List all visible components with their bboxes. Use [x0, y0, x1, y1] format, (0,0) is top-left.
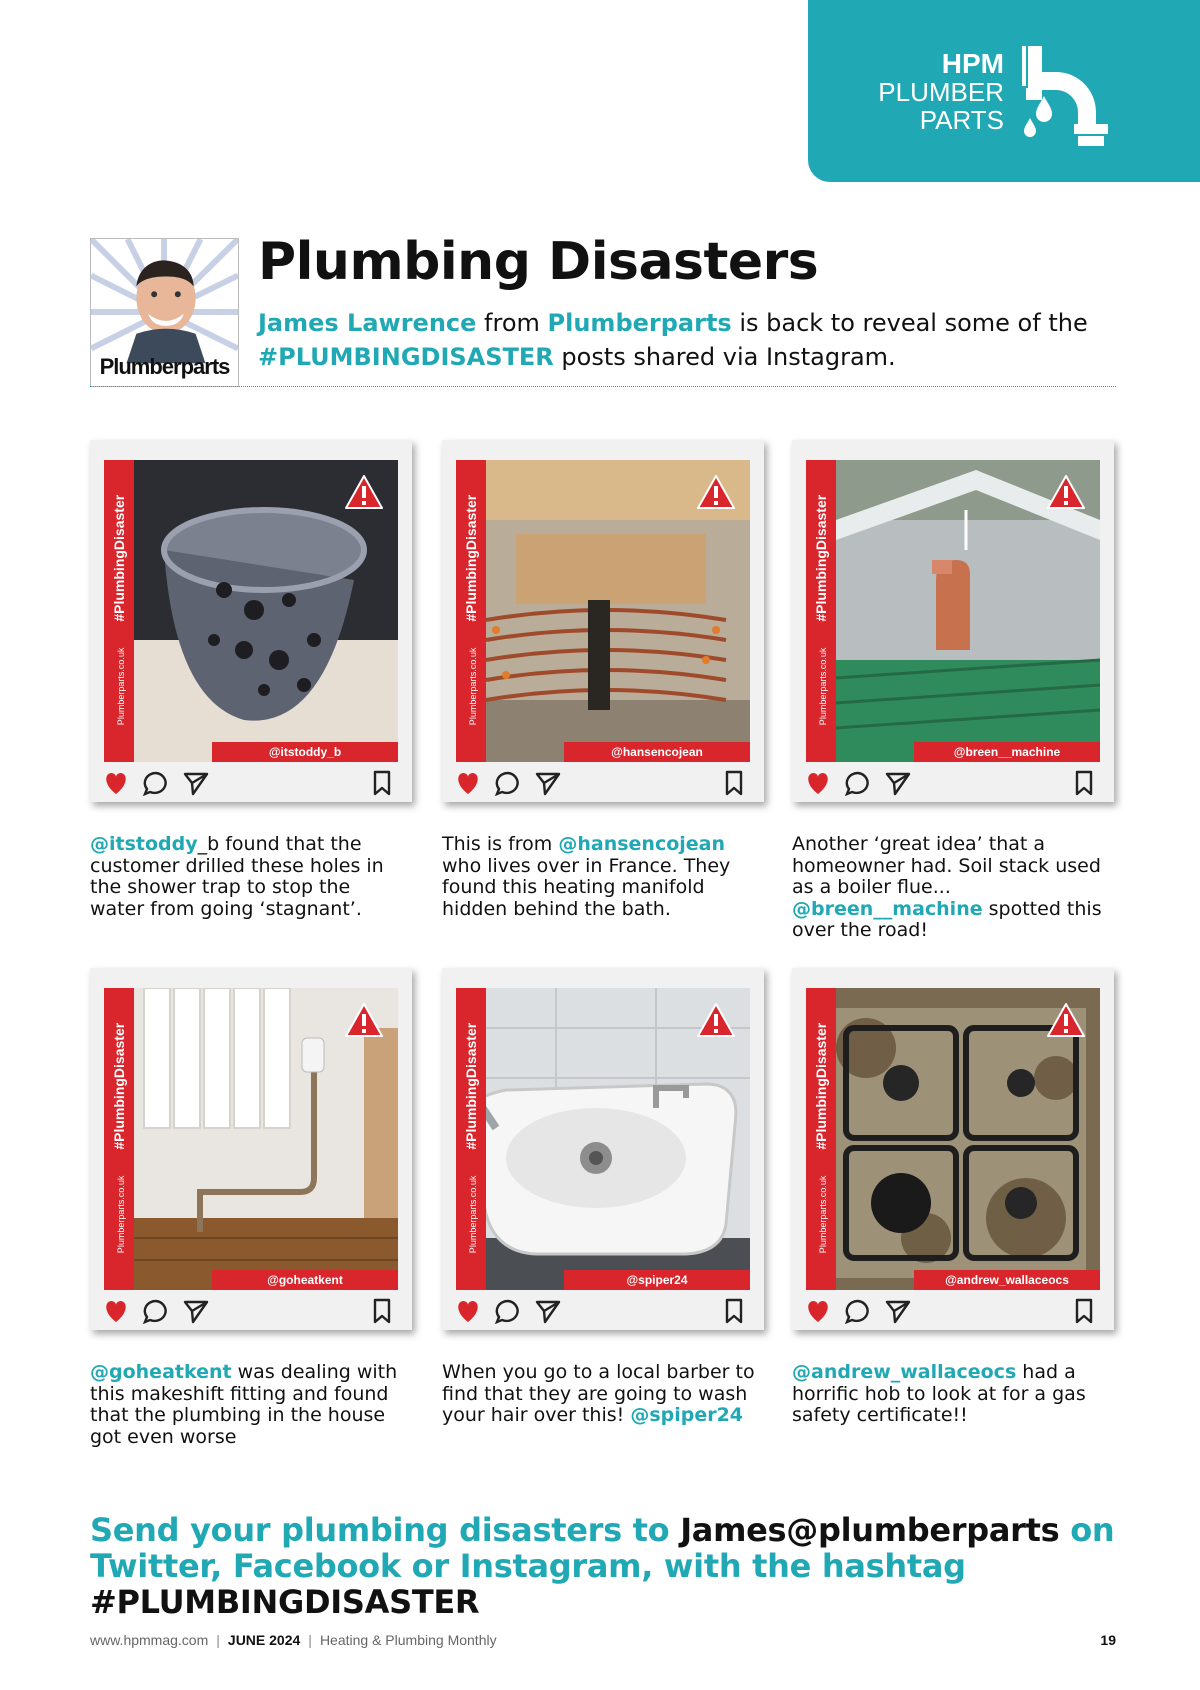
intro-hashtag: #PLUMBINGDISASTER — [258, 343, 554, 371]
comment-icon[interactable] — [844, 770, 872, 796]
caption-post: was dealing with this makeshift fitting and found that the plumbing in the house got even worse — [90, 1361, 398, 1448]
side-band — [806, 988, 836, 1290]
cta-hashtag: #PLUMBINGDISASTER — [90, 1583, 480, 1621]
post-actions — [452, 768, 754, 798]
brand-logo — [808, 0, 1200, 182]
warning-triangle-icon — [1046, 474, 1086, 510]
post-handle: @hansencojean — [564, 742, 750, 762]
bookmark-icon[interactable] — [368, 1298, 396, 1324]
caption-handle-link[interactable]: @andrew_wallaceocs — [792, 1361, 1017, 1383]
post-caption-2 — [442, 834, 760, 920]
post-caption-3 — [792, 834, 1110, 942]
instagram-post-6 — [792, 968, 1114, 1330]
comment-icon[interactable] — [142, 1298, 170, 1324]
header-divider — [90, 386, 1116, 387]
post-caption-6 — [792, 1362, 1110, 1427]
caption-post: had a horrific hob to look at for a gas safety certificate!! — [792, 1361, 1086, 1426]
caption-handle-link[interactable]: @breen__machine — [792, 897, 983, 920]
post-photo — [806, 988, 1100, 1290]
side-label — [463, 988, 479, 1288]
post-actions — [100, 1296, 402, 1326]
comment-icon[interactable] — [494, 770, 522, 796]
page-footer — [90, 1632, 497, 1648]
post-photo — [104, 460, 398, 762]
instagram-post-5 — [442, 968, 764, 1330]
call-to-action — [90, 1512, 1140, 1620]
side-label — [111, 988, 127, 1288]
instagram-post-1 — [90, 440, 412, 802]
caption-post: who lives over in France. They found this heating manifold hidden behind the bath. — [442, 854, 731, 920]
intro-from: from — [476, 309, 548, 337]
caption-pre: When you go to a local barber to find that they are going to wash your hair over this! — [442, 1361, 755, 1426]
post-actions — [802, 1296, 1104, 1326]
cta-email[interactable]: James@plumberparts — [680, 1511, 1060, 1549]
post-handle: @breen__machine — [914, 742, 1100, 762]
brand-line-1: HPM — [941, 48, 1004, 79]
page-number: 19 — [1100, 1632, 1116, 1648]
warning-triangle-icon — [696, 474, 736, 510]
send-icon[interactable] — [884, 770, 912, 796]
intro-text — [258, 306, 1118, 374]
post-photo — [806, 460, 1100, 762]
hashtag-label: #PlumbingDisaster — [463, 494, 479, 622]
company-name: Plumberparts — [547, 309, 732, 337]
hashtag-label: #PlumbingDisaster — [111, 494, 127, 622]
site-label: Plumberparts.co.uk — [116, 647, 126, 726]
side-label — [813, 460, 829, 760]
footer-separator: | — [216, 1632, 220, 1648]
send-icon[interactable] — [182, 770, 210, 796]
intro-rest-1: is back to reveal some of the — [731, 309, 1088, 337]
cta-part-1: Send your plumbing disasters to — [90, 1511, 681, 1549]
post-caption-1 — [90, 834, 408, 920]
send-icon[interactable] — [534, 770, 562, 796]
caption-post: _b found that the customer drilled these holes in the shower trap to stop the water from going ‘stagnant’. — [90, 833, 384, 920]
comment-icon[interactable] — [494, 1298, 522, 1324]
send-icon[interactable] — [534, 1298, 562, 1324]
comment-icon[interactable] — [142, 770, 170, 796]
bookmark-icon[interactable] — [720, 770, 748, 796]
side-band — [104, 988, 134, 1290]
heart-icon[interactable] — [454, 1298, 482, 1324]
caption-pre: Another ‘great idea’ that a homeowner had. Soil stack used as a boiler flue... — [792, 833, 1101, 898]
comment-icon[interactable] — [844, 1298, 872, 1324]
side-label — [111, 460, 127, 760]
site-label: Plumberparts.co.uk — [818, 647, 828, 726]
post-handle: @goheatkent — [212, 1270, 398, 1290]
side-band — [806, 460, 836, 762]
site-label: Plumberparts.co.uk — [116, 1175, 126, 1254]
avatar-brand-label: Plumberparts — [99, 354, 230, 379]
heart-icon[interactable] — [454, 770, 482, 796]
site-label: Plumberparts.co.uk — [818, 1175, 828, 1254]
instagram-post-3 — [792, 440, 1114, 802]
bookmark-icon[interactable] — [1070, 770, 1098, 796]
send-icon[interactable] — [182, 1298, 210, 1324]
side-label — [463, 460, 479, 760]
post-actions — [452, 1296, 754, 1326]
warning-triangle-icon — [696, 1002, 736, 1038]
hashtag-label: #PlumbingDisaster — [813, 494, 829, 622]
site-label: Plumberparts.co.uk — [468, 1175, 478, 1254]
post-handle: @andrew_wallaceocs — [914, 1270, 1100, 1290]
pipe-tap-icon — [1012, 44, 1116, 148]
hashtag-label: #PlumbingDisaster — [111, 1022, 127, 1150]
post-photo — [456, 460, 750, 762]
caption-handle-link[interactable]: @itstoddy — [90, 833, 198, 855]
side-band — [456, 988, 486, 1290]
footer-issue-date: JUNE 2024 — [227, 1632, 301, 1648]
brand-line-3: PARTS — [919, 105, 1004, 135]
hashtag-label: #PlumbingDisaster — [463, 1022, 479, 1150]
caption-handle-link[interactable]: @spiper24 — [630, 1404, 744, 1426]
post-caption-5 — [442, 1362, 760, 1427]
footer-separator: | — [308, 1632, 312, 1648]
post-photo — [456, 988, 750, 1290]
caption-pre: This is from — [442, 833, 559, 855]
caption-handle-link[interactable]: @goheatkent — [90, 1361, 232, 1383]
intro-rest-2: posts shared via Instagram. — [553, 343, 896, 371]
cta-part-2: on Twitter, Facebook or Instagram, with the hashtag — [90, 1511, 1115, 1585]
bookmark-icon[interactable] — [720, 1298, 748, 1324]
author-avatar — [90, 238, 239, 387]
caption-handle-link[interactable]: @hansencojean — [558, 833, 726, 855]
caption-post: spotted this over the road! — [792, 897, 1102, 941]
warning-triangle-icon — [1046, 1002, 1086, 1038]
bookmark-icon[interactable] — [368, 770, 396, 796]
author-name: James Lawrence — [258, 309, 477, 337]
site-label: Plumberparts.co.uk — [468, 647, 478, 726]
post-handle: @spiper24 — [564, 1270, 750, 1290]
warning-triangle-icon — [344, 1002, 384, 1038]
post-handle: @itstoddy_b — [212, 742, 398, 762]
page-title: Plumbing Disasters — [258, 232, 819, 292]
send-icon[interactable] — [884, 1298, 912, 1324]
post-photo — [104, 988, 398, 1290]
post-actions — [802, 768, 1104, 798]
brand-line-2: PLUMBER — [878, 77, 1004, 107]
post-actions — [100, 768, 402, 798]
brand-wordmark — [878, 50, 1004, 134]
bookmark-icon[interactable] — [1070, 1298, 1098, 1324]
heart-icon[interactable] — [804, 1298, 832, 1324]
instagram-post-4 — [90, 968, 412, 1330]
side-label — [813, 988, 829, 1288]
post-caption-4 — [90, 1362, 408, 1448]
footer-magazine: Heating & Plumbing Monthly — [319, 1632, 497, 1648]
warning-triangle-icon — [344, 474, 384, 510]
heart-icon[interactable] — [102, 770, 130, 796]
footer-site[interactable]: www.hpmmag.com — [90, 1632, 209, 1648]
heart-icon[interactable] — [102, 1298, 130, 1324]
side-band — [104, 460, 134, 762]
heart-icon[interactable] — [804, 770, 832, 796]
instagram-post-2 — [442, 440, 764, 802]
hashtag-label: #PlumbingDisaster — [813, 1022, 829, 1150]
side-band — [456, 460, 486, 762]
